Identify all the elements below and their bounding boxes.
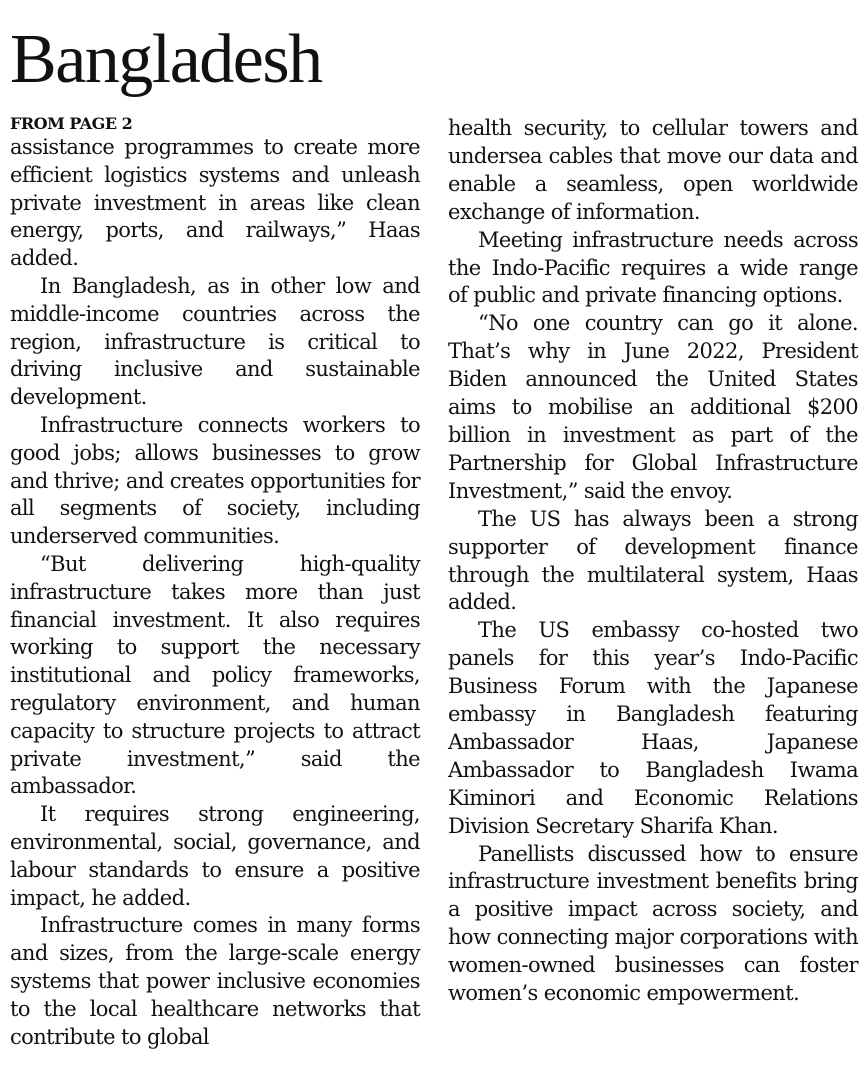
paragraph: Infrastructure comes in many forms and sizes, from the large-scale energy systems that power inclusive economies to the local healthcare networks that contribute to global [10, 913, 420, 1049]
paragraph: The US embassy co-hosted two panels for this year’s Indo-Pacific Business Forum with the Japanese embassy in Bangladesh featuring Ambassador Haas, Japanese Ambassador to Bangladesh Iwama Kiminori and Economic Relations Division Secretary Sharifa Khan. [448, 618, 858, 838]
paragraph: Meeting infrastructure needs across the Indo-Pacific requires a wide range of public and private financing options. [448, 227, 858, 308]
paragraph: assistance programmes to create more efficient logistics systems and unleash private investment in areas like clean energy, ports, and railways,” Haas added. [10, 135, 420, 271]
article-column-left [10, 114, 420, 1051]
paragraph: “No one country can go it alone. That’s why in June 2022, President Biden announced the United States aims to mobilise an additional $200 billion in investment as part of the Partnership for Global Infrastructure Investment,” said the envoy. [448, 311, 858, 503]
paragraph: Panellists discussed how to ensure infrastructure investment benefits bring a positive impact across society, and how connecting major corporations with women-owned businesses can foster women’s economic empowerment. [448, 841, 858, 1006]
paragraph: It requires strong engineering, environmental, social, governance, and labour standards to ensure a positive impact, he added. [10, 802, 420, 910]
article-column-right [448, 115, 858, 1008]
paragraph: “But delivering high-quality infrastructure takes more than just financial investment. It also requires working to support the necessary institutional and policy frameworks, regulatory environment, and human capacity to structure projects to attract private investment,” said the ambassador. [10, 551, 420, 799]
headline: Bangladesh [10, 21, 322, 98]
continued-from-label: FROM PAGE 2 [10, 114, 133, 133]
paragraph: The US has always been a strong supporter of development finance through the multilateral system, Haas added. [448, 506, 858, 615]
paragraph: In Bangladesh, as in other low and middle-income countries across the region, infrastructure is critical to driving inclusive and sustainable development. [10, 273, 420, 410]
paragraph: health security, to cellular towers and undersea cables that move our data and enable a seamless, open worldwide exchange of information. [448, 116, 858, 224]
paragraph: Infrastructure connects workers to good jobs; allows businesses to grow and thrive; and creates opportunities for all segments of society, including underserved communities. [10, 412, 420, 549]
